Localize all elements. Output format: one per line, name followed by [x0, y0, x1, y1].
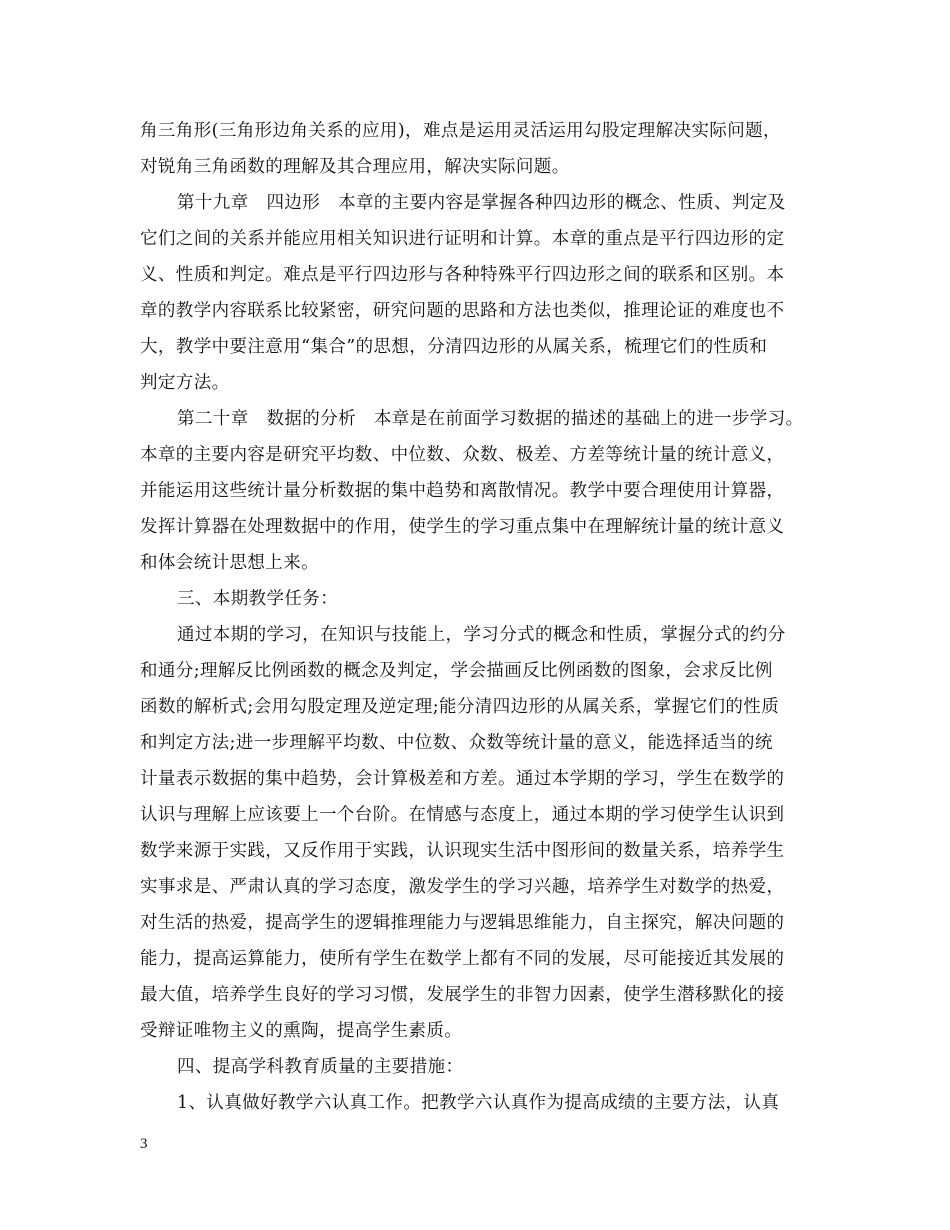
- teaching-tasks-paragraph: 通过本期的学习，在知识与技能上，学习分式的概念和性质，掌握分式的约分: [177, 625, 786, 645]
- page-number: 3: [140, 1136, 148, 1152]
- text-line: 认识与理解上应该要上一个台阶。在情感与态度上，通过本期的学习使学生认识到: [140, 805, 785, 825]
- document-body: [140, 113, 816, 1121]
- measure-item-1: 1、认真做好教学六认真工作。把教学六认真作为提高成绩的主要方法，认真: [177, 1093, 780, 1113]
- text-line: 并能运用这些统计量分析数据的集中趋势和离散情况。教学中要合理使用计算器，: [140, 481, 785, 501]
- text-line: 受辩证唯物主义的熏陶，提高学生素质。: [140, 1021, 463, 1041]
- text-line: 和通分;理解反比例函数的概念及判定，学会描画反比例函数的图象，会求反比例: [140, 661, 773, 681]
- text-line: 发挥计算器在处理数据中的作用，使学生的学习重点集中在理解统计量的统计意义: [140, 517, 785, 537]
- section-heading-teaching-tasks: 三、本期教学任务：: [177, 589, 339, 609]
- text-line: 计量表示数据的集中趋势，会计算极差和方差。通过本学期的学习，学生在数学的: [140, 769, 785, 789]
- text-line: 对锐角三角函数的理解及其合理应用，解决实际问题。: [140, 157, 570, 177]
- text-line: 最大值，培养学生良好的学习习惯，发展学生的非智力因素，使学生潜移默化的接: [140, 985, 785, 1005]
- chapter-20-paragraph: 第二十章 数据的分析 本章是在前面学习数据的描述的基础上的进一步学习。: [177, 409, 804, 429]
- section-heading-measures: 四、提高学科教育质量的主要措施：: [177, 1057, 464, 1077]
- text-line: 函数的解析式;会用勾股定理及逆定理;能分清四边形的从属关系，掌握它们的性质: [140, 697, 780, 717]
- text-line: 和体会统计思想上来。: [140, 553, 319, 573]
- text-line: 对生活的热爱，提高学生的逻辑推理能力与逻辑思维能力，自主探究，解决问题的: [140, 913, 785, 933]
- text-line: 实事求是、严肃认真的学习态度，激发学生的学习兴趣，培养学生对数学的热爱，: [140, 877, 785, 897]
- chapter-19-paragraph: 第十九章 四边形 本章的主要内容是掌握各种四边形的概念、性质、判定及: [177, 193, 786, 213]
- text-line: 能力，提高运算能力，使所有学生在数学上都有不同的发展，尽可能接近其发展的: [140, 949, 785, 969]
- text-line: 判定方法。: [140, 373, 230, 393]
- text-line: 它们之间的关系并能应用相关知识进行证明和计算。本章的重点是平行四边形的定: [140, 229, 785, 249]
- text-line: 大，教学中要注意用“集合”的思想，分清四边形的从属关系，梳理它们的性质和: [140, 337, 768, 357]
- text-line: 义、性质和判定。难点是平行四边形与各种特殊平行四边形之间的联系和区别。本: [140, 265, 785, 285]
- text-line: 本章的主要内容是研究平均数、中位数、众数、极差、方差等统计量的统计意义，: [140, 445, 785, 465]
- text-line: 和判定方法;进一步理解平均数、中位数、众数等统计量的意义，能选择适当的统: [140, 733, 773, 753]
- text-line: 章的教学内容联系比较紧密，研究问题的思路和方法也类似，推理论证的难度也不: [140, 301, 785, 321]
- text-line: 数学来源于实践，又反作用于实践，认识现实生活中图形间的数量关系，培养学生: [140, 841, 785, 861]
- text-line: 角三角形(三角形边角关系的应用)，难点是运用灵活运用勾股定理解决实际问题，: [140, 121, 781, 141]
